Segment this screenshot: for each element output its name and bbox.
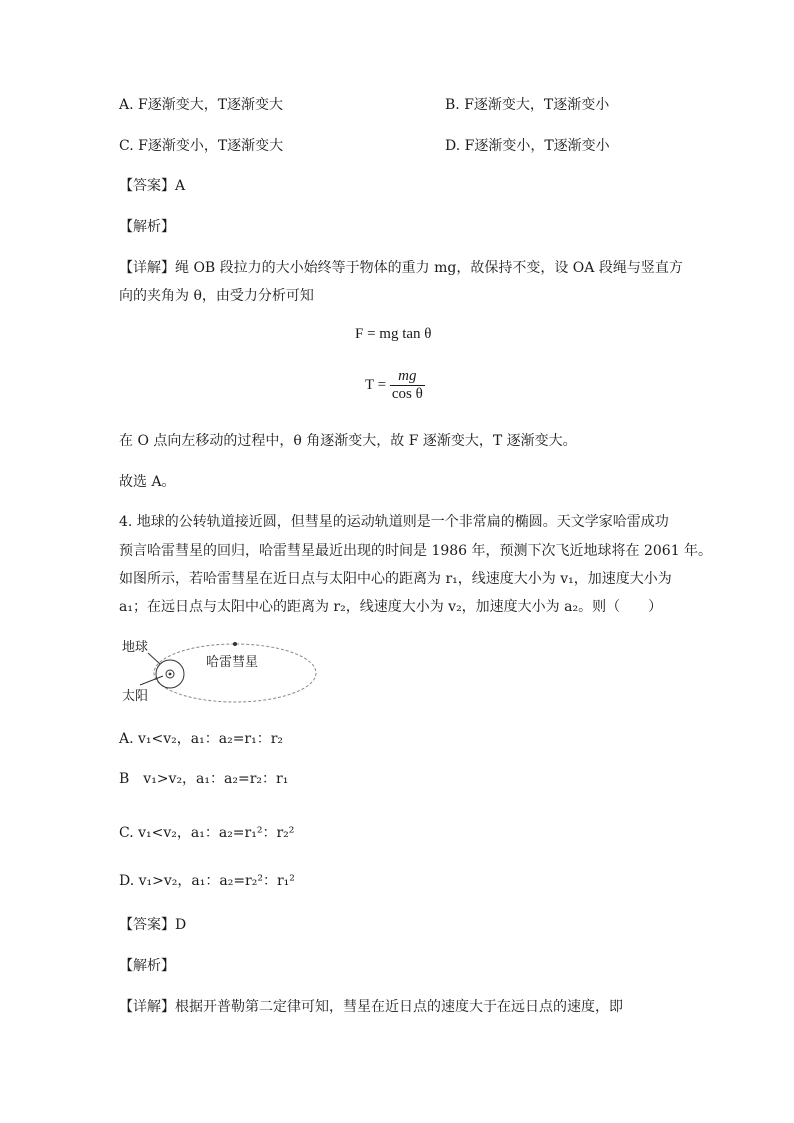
q4-stem-line1: 4. 地球的公转轨道接近圆，但彗星的运动轨道则是一个非常扁的椭圆。天文学家哈雷成功 [119,514,669,530]
q3-option-b: B. F逐渐变大，T逐渐变小 [445,97,610,113]
q3-option-a: A. F逐渐变大，T逐渐变大 [119,97,284,113]
q3-option-c: C. F逐渐变小，T逐渐变大 [119,138,284,154]
label-comet: 哈雷彗星 [206,655,259,670]
q4-stem-line4: a₁；在远日点与太阳中心的距离为 r₂，线速度大小为 v₂，加速度大小为 a₂。则（ ） [119,599,663,615]
q3-conclusion: 在 O 点向左移动的过程中，θ 角逐渐变大，故 F 逐渐变大，T 逐渐变大。 [119,433,577,449]
q3-equation-t [365,368,425,403]
q3-answer: 【答案】A [119,178,186,194]
q3-detail-line1: 【详解】绳 OB 段拉力的大小始终等于物体的重力 mg，故保持不变，设 OA 段绳与竖直方 [119,260,683,276]
q4-option-d: D. v₁>v₂，a₁：a₂=r₂²：r₁² [119,873,295,889]
q3-equation-t-denominator: cos θ [391,386,423,402]
q4-answer: 【答案】D [119,917,187,933]
q3-equation-t-lhs: T = [365,377,387,393]
q4-analysis-heading: 【解析】 [119,958,175,974]
q3-equation-t-numerator: mg [390,368,425,386]
label-sun: 太阳 [122,689,149,704]
q3-choice: 故选 A。 [119,474,176,490]
q4-option-b: B v₁>v₂，a₁：a₂=r₂：r₁ [119,771,289,787]
q4-option-a: A. v₁<v₂，a₁：a₂=r₁：r₂ [119,731,284,747]
q4-stem-line3: 如图所示，若哈雷彗星在近日点与太阳中心的距离为 r₁，线速度大小为 v₁，加速度大小为 [119,571,672,587]
q4-detail-line1: 【详解】根据开普勒第二定律可知，彗星在近日点的速度大于在远日点的速度，即 [119,999,623,1015]
orbit-diagram [118,633,323,708]
q3-analysis-heading: 【解析】 [119,219,175,235]
sun-dot [169,673,172,676]
earth-pointer-line [148,653,160,664]
label-earth: 地球 [122,640,149,655]
q3-equation-f: F = mg tan θ [355,326,432,342]
q3-equation-t-fraction [390,368,425,403]
q3-detail-line2: 向的夹角为 θ，由受力分析可知 [119,288,314,304]
comet-dot [233,642,237,646]
q4-option-c: C. v₁<v₂，a₁：a₂=r₁²：r₂² [119,825,295,841]
q3-option-d: D. F逐渐变小，T逐渐变小 [445,138,610,154]
orbit-diagram-svg [118,633,323,708]
q4-stem-line2: 预言哈雷彗星的回归，哈雷彗星最近出现的时间是 1986 年，预测下次飞近地球将在 2061 年。 [119,543,713,559]
